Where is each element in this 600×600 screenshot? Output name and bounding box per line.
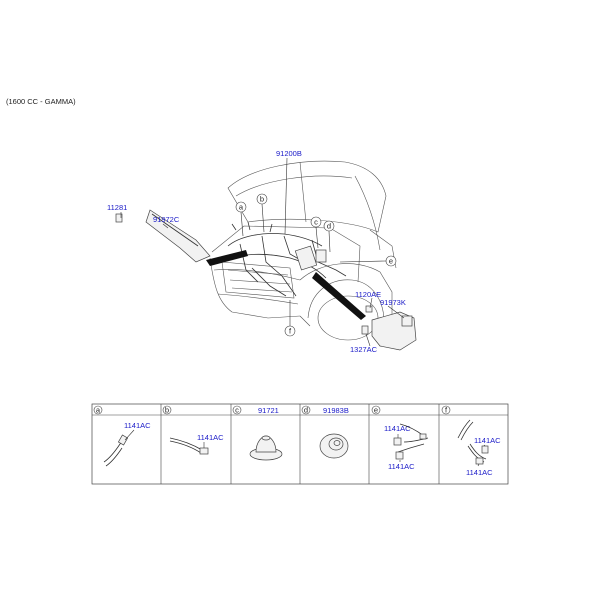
part-number-91972c[interactable]: 91972C — [153, 215, 180, 224]
grommet-91983b — [320, 434, 348, 458]
part-number-91721[interactable]: 91721 — [258, 406, 279, 415]
detail-cell-b — [163, 405, 224, 454]
part-number-91973k[interactable]: 91973K — [380, 298, 406, 307]
detail-cell-a — [94, 405, 151, 466]
part-number-91983b[interactable]: 91983B — [323, 406, 349, 415]
engine-note: (1600 CC - GAMMA) — [6, 97, 76, 106]
circle-letter: b — [259, 194, 265, 204]
part-number-91200b[interactable]: 91200B — [276, 149, 302, 158]
part-number-1141ac[interactable]: 1141AC — [388, 462, 415, 471]
cell-letter: d — [303, 405, 309, 415]
detail-cell-f — [442, 405, 501, 477]
part-number-1327ac[interactable]: 1327AC — [350, 345, 378, 354]
detail-table — [92, 404, 508, 484]
circle-letter: f — [288, 326, 292, 336]
part-number-1141ac[interactable]: 1141AC — [474, 436, 501, 445]
part-number-11281[interactable]: 11281 — [107, 203, 128, 212]
sub-harness-91973k — [362, 306, 416, 350]
cell-letter: f — [444, 405, 448, 415]
detail-cell-d — [302, 405, 349, 458]
callout-circle-f — [285, 300, 295, 336]
cell-letter: c — [235, 405, 239, 415]
part-number-1141ac[interactable]: 1141AC — [384, 424, 411, 433]
cell-letter: e — [373, 405, 379, 415]
cell-letter: a — [95, 405, 101, 415]
detail-cell-c — [233, 405, 282, 460]
part-number-1141ac[interactable]: 1141AC — [124, 421, 151, 430]
grommet-91721 — [250, 436, 282, 460]
part-number-1141ac[interactable]: 1141AC — [466, 468, 493, 477]
circle-letter: d — [326, 221, 332, 231]
callout-circle-e — [340, 256, 396, 266]
cell-letter: b — [164, 405, 170, 415]
circle-letter: e — [388, 256, 394, 266]
circle-letter: c — [314, 217, 318, 227]
part-number-1141ac[interactable]: 1141AC — [197, 433, 224, 442]
circle-letter: a — [238, 202, 244, 212]
callout-circle-d — [324, 221, 334, 252]
part-number-1120ae[interactable]: 1120AE — [355, 290, 382, 299]
